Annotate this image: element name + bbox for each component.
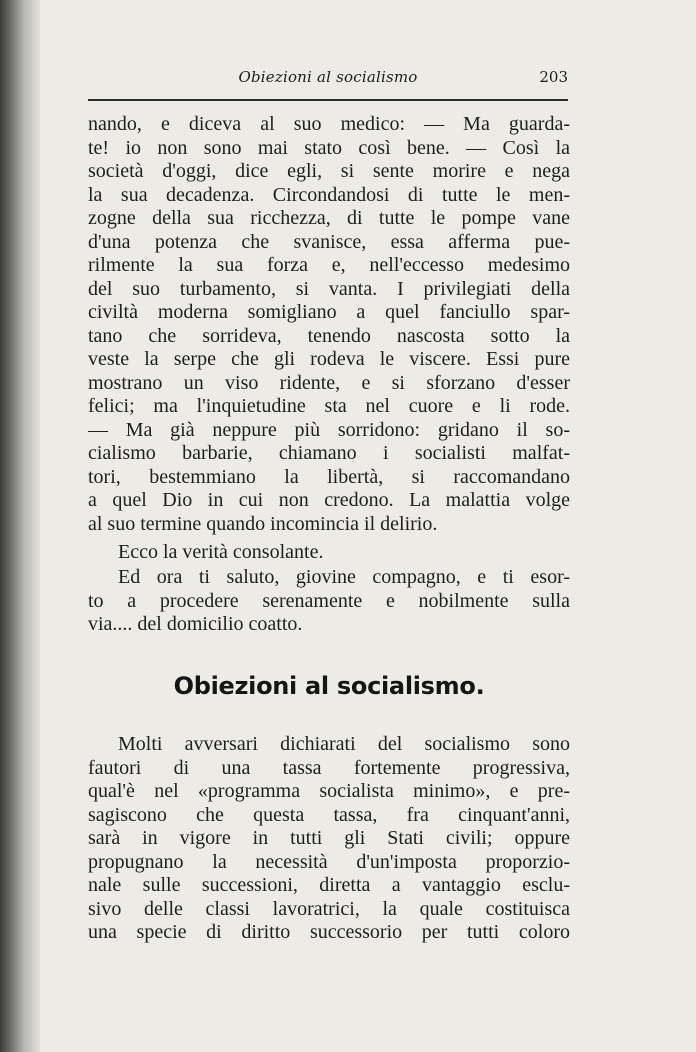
text-line: una specie di diritto successorio per tutti coloro [88, 921, 570, 943]
text-line: — Ma già neppure più sorridono: gridano il so- [88, 418, 570, 441]
binding-shadow [0, 0, 40, 1052]
paragraph-farewell [88, 566, 570, 637]
text-line: Molti avversari dichiarati del socialismo sono [118, 733, 570, 755]
paragraph-continued [88, 113, 570, 536]
text-line: al suo termine quando incomincia il delirio. [88, 512, 438, 535]
text-line: del suo turbamento, si vanta. I privilegiati della [88, 277, 570, 300]
text-line: tano che sorrideva, tenendo nascosta sotto la [88, 324, 570, 347]
text-line: a quel Dio in cui non credono. La malattia volge [88, 489, 570, 511]
text-line: la sua decadenza. Circondandosi di tutte le men- [88, 183, 570, 206]
page-number: 203 [539, 68, 568, 86]
text-line: tori, bestemmiano la libertà, si raccomandano [88, 465, 570, 488]
text-line: rilmente la sua forza e, nell'eccesso medesimo [88, 254, 570, 276]
text-line: civiltà moderna somigliano a quel fanciullo spar- [88, 301, 570, 323]
text-line: d'una potenza che svanisce, essa afferma pue- [88, 230, 570, 253]
text-line: veste la serpe che gli rodeva le viscere. Essi pure [88, 348, 570, 370]
text-line: Ecco la verità consolante. [118, 541, 324, 563]
section-heading: Obiezioni al socialismo. [173, 672, 485, 700]
text-line: to a procedere serenamente e nobilmente sulla [88, 589, 570, 612]
page-header [88, 64, 568, 94]
text-line: nando, e diceva al suo medico: — Ma guarda- [88, 113, 570, 135]
text-line: Ed ora ti saluto, giovine compagno, e ti esor- [118, 566, 570, 588]
text-line: felici; ma l'inquietudine sta nel cuore e li rode. [88, 395, 570, 417]
running-title: Obiezioni al socialismo [238, 68, 418, 86]
text-line: mostrano un viso ridente, e si sforzano d'esser [88, 371, 570, 394]
header-rule [88, 99, 568, 101]
paragraph-short [88, 541, 570, 565]
paragraph-section-start [88, 733, 570, 945]
text-line: fautori di una tassa fortemente progressiva, [88, 756, 570, 779]
text-line: sarà in vigore in tutti gli Stati civili; oppure [88, 827, 570, 849]
text-line: cialismo barbarie, chiamano i socialisti malfat- [88, 442, 570, 464]
text-line: qual'è nel «programma socialista minimo», e pre- [88, 780, 570, 802]
text-line: società d'oggi, dice egli, si sente morire e nega [88, 160, 570, 182]
text-line: sagiscono che questa tassa, fra cinquant'anni, [88, 803, 570, 826]
text-line: propugnano la necessità d'un'imposta proporzio- [88, 850, 570, 873]
text-line: via.... del domicilio coatto. [88, 613, 303, 635]
text-line: sivo delle classi lavoratrici, la quale costituisca [88, 897, 570, 920]
text-line: te! io non sono mai stato così bene. — Così la [88, 136, 570, 159]
text-line: zogne della sua ricchezza, di tutte le pompe vane [88, 207, 570, 229]
text-line: nale sulle successioni, diretta a vantaggio esclu- [88, 874, 570, 896]
